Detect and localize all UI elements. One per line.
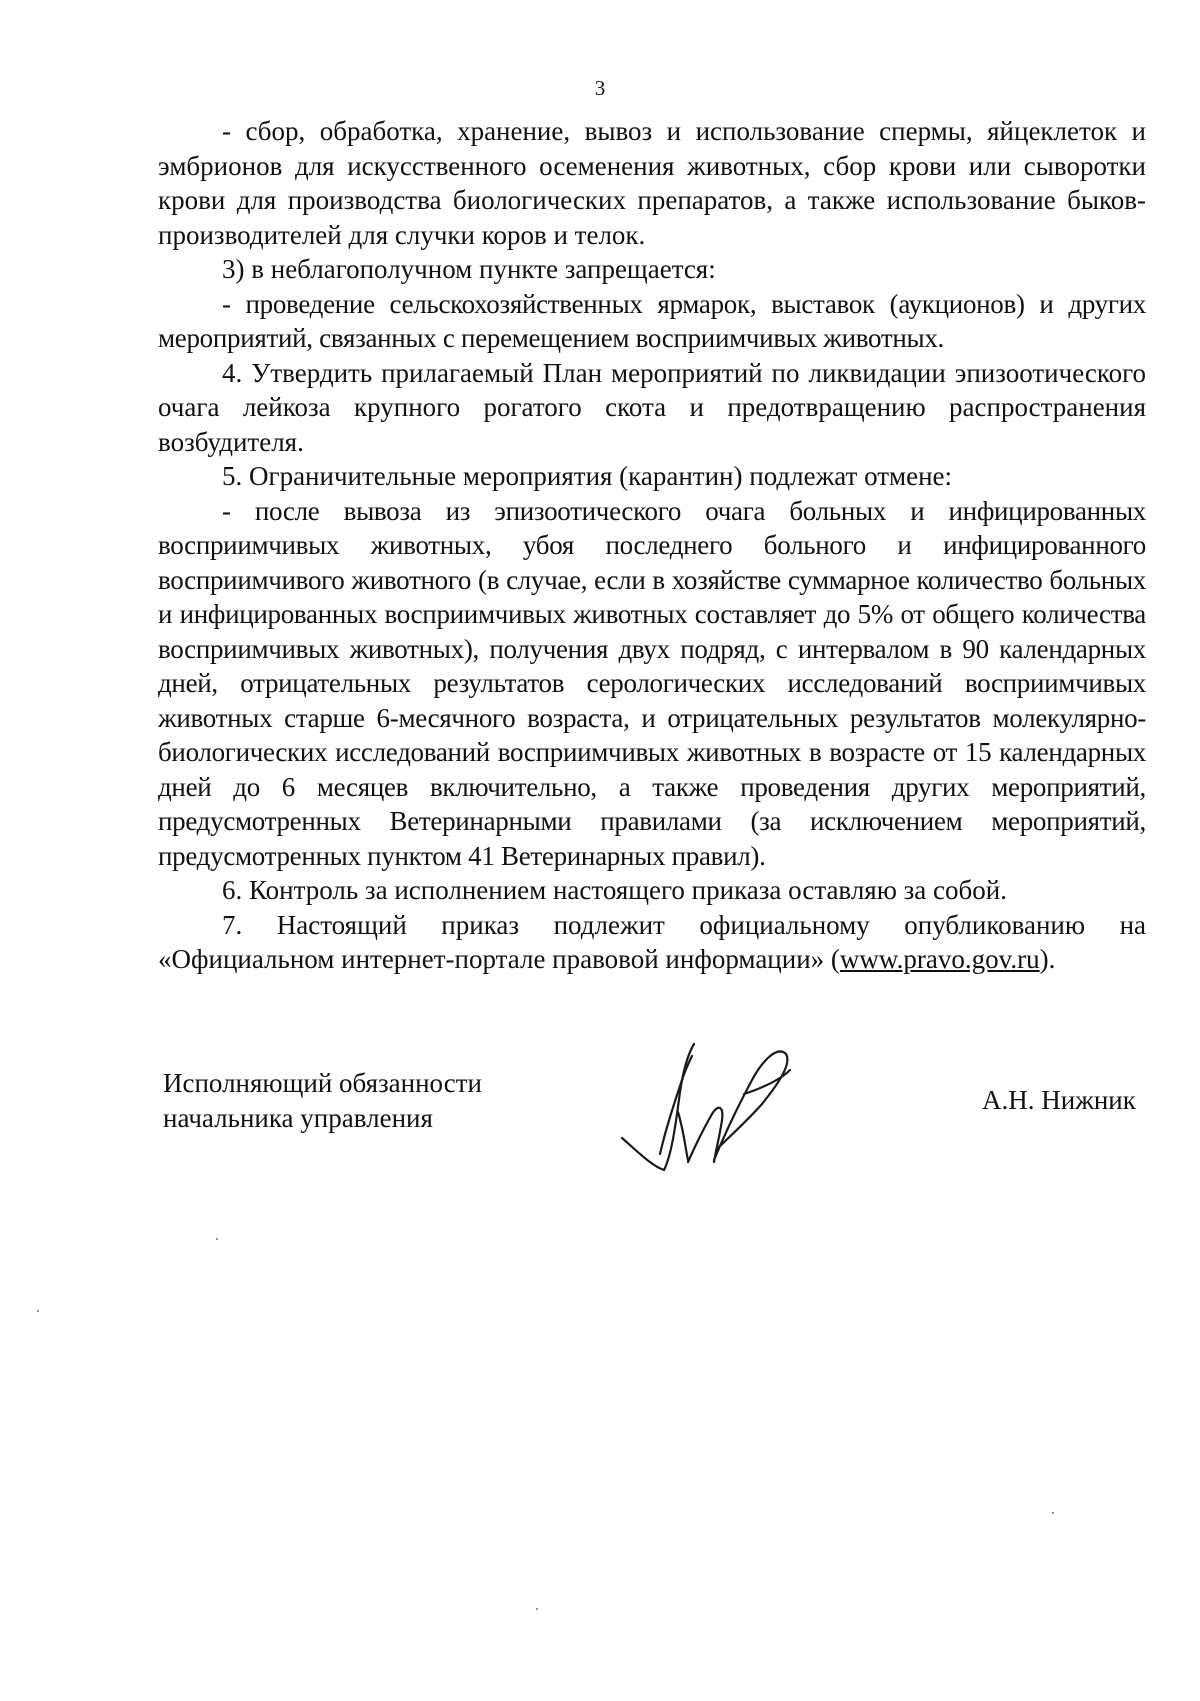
paragraph-fairs-prohibition: - проведение сельскохозяйственных ярмарок, выставок (аукционов) и других мероприятий, связанных с перемещением восприимчивых животных. [158, 288, 1146, 353]
publication-suffix: ). [1039, 944, 1056, 974]
pravo-gov-link[interactable]: www.pravo.gov.ru [839, 944, 1040, 974]
signatory-position [163, 1066, 482, 1135]
scan-speck [216, 1238, 218, 1240]
handwritten-signature [620, 1040, 820, 1175]
signatory-name: А.Н. Нижник [982, 1085, 1136, 1115]
publication-text: 7. Настоящий приказ подлежит официальному опубликованию на «Официальном интернет-портале правовой информации» ( [158, 909, 1146, 974]
scan-speck [536, 1608, 538, 1610]
paragraph-control: 6. Контроль за исполнением настоящего приказа оставляю за собой. [222, 875, 1007, 905]
signatory-position-line-2: начальника управления [163, 1102, 433, 1133]
document-body [158, 114, 1146, 977]
scan-speck [37, 1310, 39, 1312]
paragraph-approve-plan: 4. Утвердить прилагаемый План мероприятий по ликвидации эпизоотического очага лейкоза крупного рогатого скота и предотвращению распространения возбудителя. [158, 357, 1146, 457]
paragraph-quarantine-cancel-conditions: - после вывоза из эпизоотического очага больных и инфицированных восприимчивых животных, убоя последнего больного и инфицированного восприимчивого животного (в случае, если в хозяйстве суммарное количество больных и инфицированных восприимчивых животных составляет до 5% от общего количества восприимчивых животных), получения двух подряд, с интервалом в 90 календарных дней, отрицательных результатов серологических исследований восприимчивых животных старше 6-месячного возраста, и отрицательных результатов молекулярно-биологических исследований восприимчивых животных в возрасте от 15 календарных дней до 6 месяцев включительно, а также проведения других мероприятий, предусмотренных Ветеринарными правилами (за исключением мероприятий, предусмотренных пунктом 41 Ветеринарных правил). [158, 495, 1146, 871]
paragraph-prohibitions-heading: 3) в неблагополучном пункте запрещается: [222, 254, 716, 284]
page-number: 3 [594, 76, 606, 100]
paragraph-publication [158, 908, 1146, 977]
scan-speck [1052, 1512, 1054, 1514]
paragraph-semen-collection: - сбор, обработка, хранение, вывоз и использование спермы, яйцеклеток и эмбрионов для искусственного осеменения животных, сбор крови или сыворотки крови для производства биологических препаратов, а также использование быков-производителей для случки коров и телок. [158, 116, 1146, 250]
paragraph-quarantine-cancel-heading: 5. Ограничительные мероприятия (карантин) подлежат отмене: [222, 461, 953, 491]
signatory-position-line-1: Исполняющий обязанности [163, 1068, 482, 1098]
